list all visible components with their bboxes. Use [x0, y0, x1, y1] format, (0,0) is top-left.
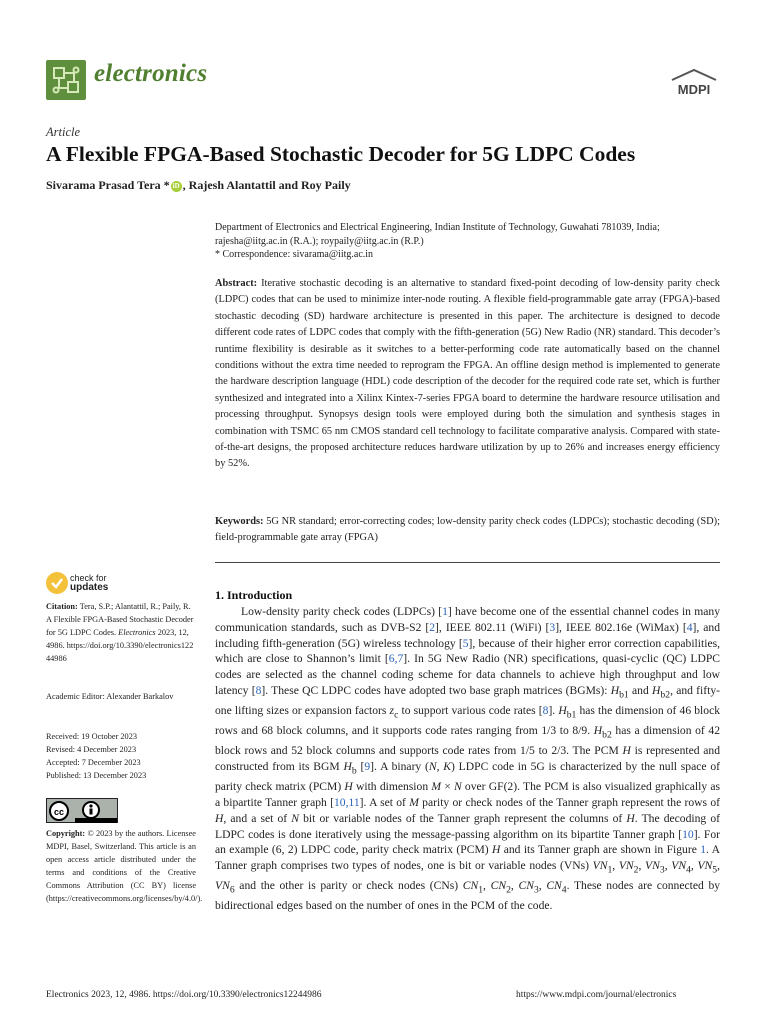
section-heading-introduction: 1. Introduction [215, 588, 293, 602]
abstract-label: Abstract: [215, 278, 258, 289]
affiliation-line: Department of Electronics and Electrical Engineering, Indian Institute of Technology, Guwahati 781039, India; [215, 222, 660, 233]
received-date: Received: 19 October 2023 [46, 732, 138, 741]
affiliation-emails[interactable]: rajesha@iitg.ac.in (R.A.); roypaily@iitg.ac.in (R.P.) [215, 235, 424, 247]
journal-logo [46, 60, 86, 100]
check-for-updates-icon[interactable] [46, 572, 68, 594]
journal-name: electronics [94, 60, 208, 87]
citation-link[interactable]: 6,7 [388, 652, 404, 666]
citation-link[interactable]: 1 [442, 605, 448, 618]
mdpi-logo [668, 68, 720, 100]
article-type: Article [46, 125, 81, 139]
citation-link[interactable]: 8 [255, 683, 262, 697]
academic-editor: Academic Editor: Alexander Barkalov [46, 692, 174, 701]
citation-volume: 2023, 12, 4986. [46, 628, 189, 650]
keywords-text: 5G NR standard; error-correcting codes; low-density parity check codes (LDPCs); stochastic decoding (SD); field-programmable gate array (FPGA) [215, 516, 720, 544]
citation-doi-link[interactable]: https://doi.org/10.3390/electronics12244986 [46, 641, 194, 663]
abstract-text: Iterative stochastic decoding is an alternative to standard fixed-point decoding of low-density parity check (LDPC) codes that can be used to minimize inter-node routing. A flexible field-programmable gate array (FPGA)-based stochastic decoding (SD) hardware architecture is presented in this paper. The architecture is designed to decode different code rates of LDPC codes that comply with the fifth-generation (5G) New Radio (NR) standard. This decoder’s runtime flexibility is desirable as it switches to a better-performing code rate automatically based on the channel conditions without the extra time needed to reprogram the FPGA. An offline design method is implemented to generate the hardware description language (HDL) code description of the decoder for the required code rate set, which is further synthesized and integrated into a Xilinx Kintex-7-series FPGA board to determine the hardware resource utilisation and processing throughput. Synopsys design tools were employed during both the simulation and synthesis stages in combination with TSMC 65 nm CMOS standard cell technology to facilitate comparative analysis. Compared with state-of-the-art designs, the proposed architecture reduces hardware utilization by up to 26% and increases energy efficiency by 52%. [215, 278, 720, 470]
citation-link[interactable]: 4 [686, 620, 693, 634]
orcid-icon[interactable]: iD [172, 182, 180, 190]
svg-text:cc: cc [53, 807, 65, 817]
citation-link[interactable]: 2 [429, 620, 436, 634]
abstract [215, 276, 720, 473]
accepted-date: Accepted: 7 December 2023 [46, 758, 141, 767]
citation-link[interactable]: 9 [364, 760, 371, 774]
copyright-block [46, 827, 203, 905]
footer-journal-link[interactable]: https://www.mdpi.com/journal/electronics [516, 990, 677, 1000]
check-line-1: check for [70, 573, 107, 583]
introduction-paragraph: Low-density parity check codes (LDPCs) [1] have become one of the essential channel codes in many communication standards, such as DVB-S2 [2], IEEE 802.11 (WiFi) [3], IEEE 802.16e (WiMax) [4], and including fifth-generation (5G) wireless technology [5], because of their higher error correction capabilities, which are close to Shannon’s limit [6,7]. In 5G New Radio (NR) specifications, quasi-cyclic (QC) LDPC codes are selected as the channel coding scheme for data channels to achieve high throughput and low latency [8]. These QC LDPC codes have adopted two base graph matrices (BGMs): $H_{b1}$ and $H_{b2}$, and fifty-one lifting sizes or expansion factors $z_c$ to support various code rates [8]. $H_{b1}$ has the dimension of 46 block rows and 68 block columns, and it supports code rates ranging from 1/3 to 8/9. $H_{b2}$ has a dimension of 42 block rows and 52 block columns and supports code rates from 1/5 to 2/3. The PCM H is represented and constructed from its BGM $H_b$ [9]. A binary (N, K) LDPC code in 5G is characterized by the null space of parity check matrix (PCM) H with dimension M × N over GF(2). The PCM is also visualized graphically as a bipartite Tanner graph [10,11]. A set of M parity or check nodes of the Tanner graph represent the rows of H, and a set of N bit or variable nodes of the Tanner graph represent the columns of H. The decoding of LDPC codes is done iteratively using the message-passing algorithm on its bipartite Tanner graph [10]. For an example (6, 2) LDPC code, parity check matrix (PCM) H and its Tanner graph are shown in Figure 1. A Tanner graph comprises two types of nodes, one is bit or variable nodes (VNs) $VN_1$, $VN_2$, $VN_3$, $VN_4$, $VN_5$, $VN_6$ and the other is parity or check nodes (CNs) $CN_1$, $CN_2$, $CN_3$, $CN_4$. These nodes are connected by bidirectional edges based on the number of ones in the PCM of the code. [215, 605, 721, 913]
citation-block [46, 600, 196, 665]
keywords-label: Keywords: [215, 516, 264, 527]
correspondence[interactable]: * Correspondence: sivarama@iitg.ac.in [215, 249, 374, 260]
figure-link[interactable]: 1 [700, 843, 706, 857]
citation-link[interactable]: 5 [462, 636, 469, 650]
publisher-name: MDPI [677, 82, 711, 97]
citation-label: Citation: [46, 602, 78, 611]
citation-link[interactable]: 8 [542, 704, 549, 718]
check-for-updates-button[interactable] [70, 573, 108, 593]
copyright-text: © 2023 by the authors. Licensee MDPI, Basel, Switzerland. This article is an open access article distributed under the terms and conditions of the Creative Commons Attribution (CC BY) license (https://creativecommons.org/licenses/by/4.0/). [46, 829, 203, 903]
citation-link[interactable]: 3 [549, 620, 556, 634]
revised-date: Revised: 4 December 2023 [46, 745, 137, 754]
check-line-2: updates [70, 582, 109, 593]
article-title: A Flexible FPGA-Based Stochastic Decoder for 5G LDPC Codes [46, 142, 636, 166]
cc-by-license-badge[interactable] [46, 798, 118, 823]
citation-link[interactable]: 10 [682, 827, 694, 841]
affiliation [215, 221, 720, 262]
citation-journal: Electronics [118, 628, 156, 637]
copyright-label: Copyright: [46, 829, 86, 838]
author-list [46, 178, 351, 193]
dates-block [46, 730, 196, 782]
author-others: , Rajesh Alantattil and Roy Paily [182, 178, 351, 192]
citation-text: Tera, S.P.; Alantattil, R.; Paily, R. A Flexible FPGA-Based Stochastic Decoder for 5G LDPC Codes. [46, 602, 194, 637]
section-divider [215, 562, 720, 563]
published-date: Published: 13 December 2023 [46, 771, 147, 780]
author-corresponding[interactable]: Sivarama Prasad Tera * [46, 178, 170, 192]
keywords [215, 514, 720, 547]
footer-citation: Electronics 2023, 12, 4986. https://doi.org/10.3390/electronics12244986 [46, 990, 322, 1000]
citation-link[interactable]: 10,11 [334, 796, 360, 810]
